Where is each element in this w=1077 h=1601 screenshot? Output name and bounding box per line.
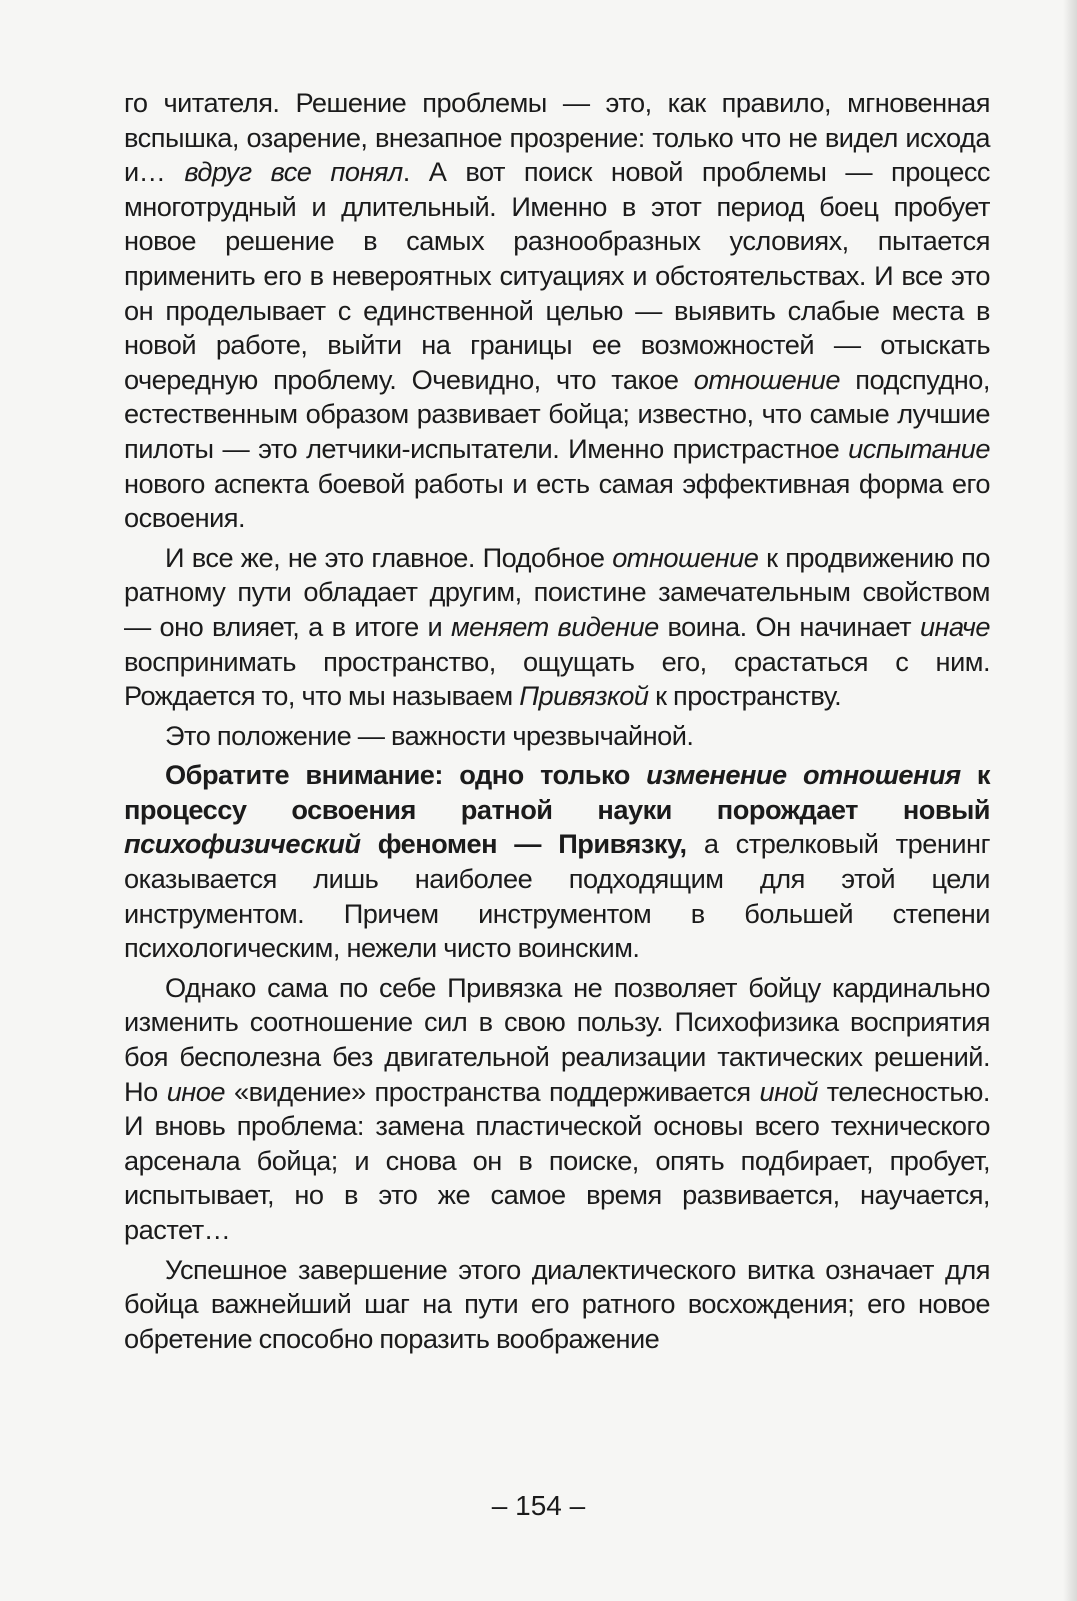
text-run: го читателя. Решение проблемы — это, как правило, мгновенная вспышка, озарение, внезапное прозрение: только что не видел исхода и… bbox=[124, 87, 990, 188]
italic-text: меняет видение bbox=[451, 610, 659, 642]
italic-text: отношение bbox=[693, 363, 841, 395]
paragraph bbox=[124, 719, 990, 754]
italic-text: испытание bbox=[848, 432, 990, 464]
bold-text: феномен — Привязку, bbox=[360, 828, 687, 860]
bold-italic-text: психофизический bbox=[124, 828, 361, 860]
italic-text: иное bbox=[166, 1075, 226, 1107]
paragraph bbox=[124, 541, 990, 714]
page-number: – 154 – bbox=[491, 1490, 586, 1521]
text-run: воина. Он начинает bbox=[658, 610, 920, 642]
text-run: а стрелковый тренинг оказывается лишь наиболее подходящим для этой цели инструментом. Причем инструментом в большей степени психологическим, нежели чисто воинским. bbox=[124, 828, 990, 964]
bold-italic-text: изменение отношения bbox=[646, 759, 961, 791]
paragraph bbox=[124, 1253, 990, 1357]
page-edge-shadow bbox=[1063, 0, 1077, 1601]
text-run: телесностью. И вновь проблема: замена пластической основы всего технического арсенала бойца; и снова он в поиске, опять подбирает, пробует, испытывает, но в это же самое время развивается, научается, растет… bbox=[124, 1075, 990, 1245]
text-run: Успешное завершение этого диалектического витка означает для бойца важнейший шаг на пути его ратного восхождения; его новое обретение способно поразить воображение bbox=[124, 1253, 990, 1354]
text-run: нового аспекта боевой работы и есть самая эффективная форма его освоения. bbox=[124, 467, 990, 534]
text-run: подспудно, естественным образом развивает бойца; известно, что самые лучшие пилоты — это летчики-испытатели. Именно пристрастное bbox=[124, 363, 990, 464]
italic-text: Привязкой bbox=[519, 680, 649, 712]
paragraph bbox=[124, 971, 990, 1248]
bold-text: Обратите внимание: одно только bbox=[165, 759, 647, 791]
bold-text: к процессу освоения ратной науки порождает новый bbox=[124, 759, 990, 825]
italic-text: отношение bbox=[612, 541, 759, 573]
text-run: к продвижению по ратному пути обладает другим, поистине замечательным свойством — оно влияет, а в итоге и bbox=[124, 541, 990, 642]
text-run: воспринимать пространство, ощущать его, срастаться с ним. Рождается то, что мы называем bbox=[124, 645, 990, 712]
italic-text: вдруг все понял bbox=[184, 156, 403, 188]
paragraph bbox=[124, 758, 990, 966]
text-run: к пространству. bbox=[648, 680, 842, 712]
paragraph bbox=[124, 86, 990, 536]
body-text bbox=[124, 86, 990, 1361]
text-run: «видение» пространства поддерживается bbox=[225, 1075, 760, 1107]
text-run: Это положение — важности чрезвычайной. bbox=[165, 719, 694, 751]
italic-text: иной bbox=[759, 1075, 818, 1107]
text-run: И все же, не это главное. Подобное bbox=[165, 541, 613, 573]
italic-text: иначе bbox=[919, 610, 991, 642]
text-run: . А вот поиск новой проблемы — процесс многотрудный и длительный. Именно в этот период боец пробует новое решение в самых разнообразных условиях, пытается применить его в невероятных ситуациях и обстоятельствах. И все это он проделывает с единственной целью — выявить слабые места в новой работе, выйти на границы ее возможностей — отыскать очередную проблему. Очевидно, что такое bbox=[124, 156, 991, 395]
text-run: Однако сама по себе Привязка не позволяет бойцу кардинально изменить соотношение сил в свою пользу. Психофизика восприятия боя бесполезна без двигательной реализации тактических решений. Но bbox=[124, 971, 990, 1107]
